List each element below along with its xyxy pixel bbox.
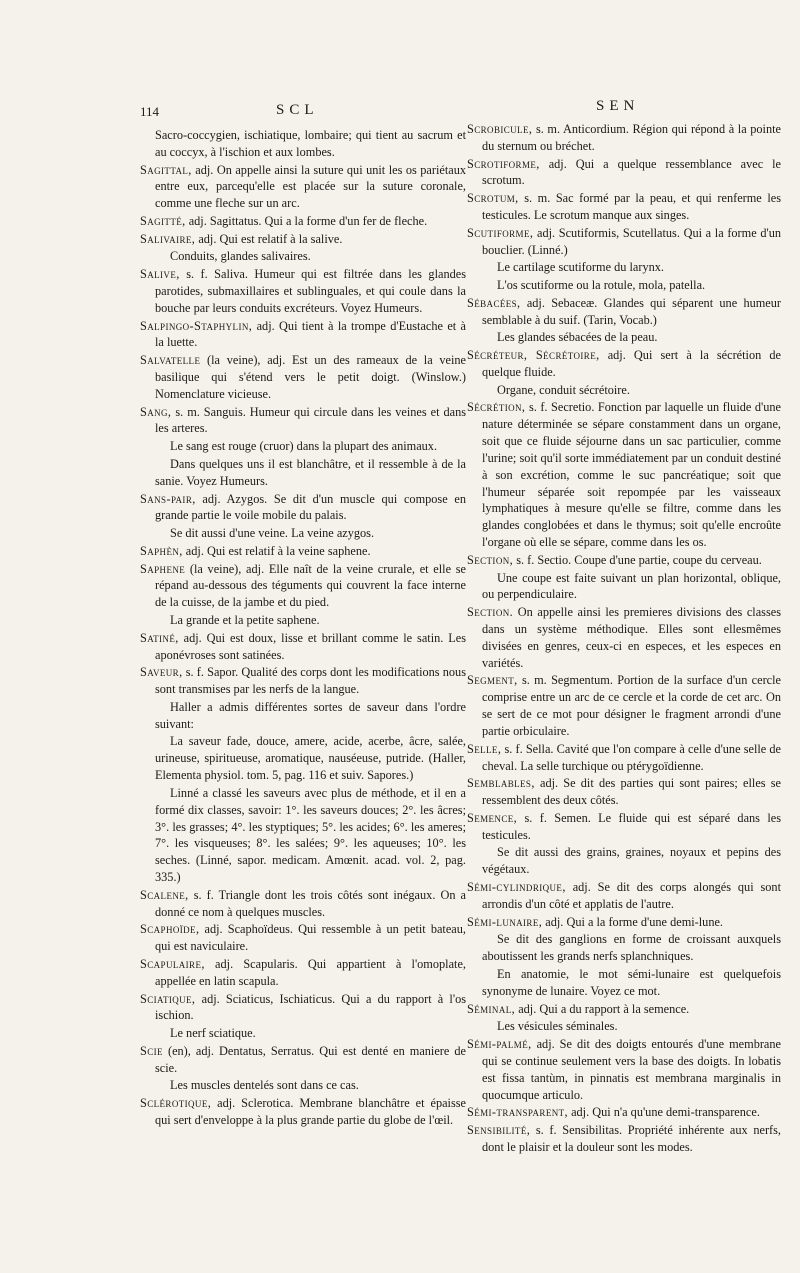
entry-text: L'os scutiforme ou la rotule, mola, patella.: [497, 278, 706, 293]
entry-text: En anatomie, le mot sémi-lunaire est quelquefois synonyme de lunaire. Voyez ce mot.: [482, 966, 781, 998]
entry-paragraph: [467, 570, 781, 604]
dictionary-entry: [467, 225, 781, 259]
dictionary-entry: [467, 347, 781, 381]
entry-text: s. f. Triangle dont les trois côtés sont inégaux. On a donné ce nom à quelques muscles.: [155, 887, 467, 919]
dictionary-entry: [140, 404, 466, 438]
entry-text: adj. Sclerotica. Membrane blanchâtre et épaisse qui sert d'enveloppe à la plus grande partie du globe de l'œil.: [155, 1096, 466, 1128]
entry-paragraph: [140, 525, 466, 542]
entry-headword: Scaphoïde,: [140, 922, 200, 937]
entry-paragraph: [467, 277, 781, 294]
entry-text: s. m. Sanguis. Humeur qui circule dans les veines et dans les arteres.: [155, 404, 467, 436]
entry-headword: Section,: [467, 552, 514, 567]
entry-text: Le sang est rouge (cruor) dans la plupart des animaux.: [170, 439, 438, 454]
dictionary-entry: [467, 810, 781, 844]
entry-text: adj. Sciaticus, Ischiaticus. Qui a du rapport à l'os ischion.: [155, 991, 466, 1023]
entry-headword: Semblables,: [467, 776, 535, 791]
entry-headword: Sémi-palmé,: [467, 1036, 532, 1051]
dictionary-entry: [467, 552, 781, 569]
dictionary-entry: [467, 121, 781, 155]
entry-headword: Scalene,: [140, 887, 189, 902]
entry-text: s. m. Segmentum. Portion de la surface d'un cercle comprise entre un arc de ce cercle et la corde de cet arc. On se sert de ce mot pour désigner le fragment arrondi d'une partie orbiculaire.: [482, 673, 782, 738]
entry-headword: Salpingo-Staphylin,: [140, 318, 253, 333]
dictionary-entry: [467, 399, 781, 551]
dictionary-entry: [467, 914, 781, 931]
dictionary-entry: [140, 561, 466, 612]
entry-text: Sacro-coccygien, ischiatique, lombaire; qui tient au sacrum et au coccyx, à l'ischion et aux lombes.: [155, 128, 466, 159]
entry-text: adj. Qui tient à la trompe d'Eustache et à la luette.: [155, 318, 466, 350]
page-number: 114: [140, 104, 160, 119]
entry-headword: Sagitté,: [140, 214, 186, 228]
entry-headword: Section.: [467, 605, 514, 620]
entry-paragraph: [140, 456, 466, 490]
entry-headword: Scie: [140, 1043, 163, 1058]
entry-text: adj. Qui est relatif à la veine saphene.: [185, 543, 371, 558]
entry-headword: Saveur,: [140, 665, 183, 680]
entry-headword: Sang,: [140, 404, 172, 419]
entry-text: adj. Scapularis. Qui appartient à l'omoplate, appellée en latin scapula.: [155, 956, 466, 988]
entry-paragraph: [140, 248, 466, 265]
dictionary-entry: [467, 1122, 781, 1156]
entry-text: adj. Sebaceæ. Glandes qui séparent une humeur semblable à du suif. (Tarin, Vocab.): [482, 295, 782, 327]
entry-text: Se dit aussi d'une veine. La veine azygos.: [170, 526, 375, 541]
entry-headword: Selle,: [467, 741, 502, 756]
entry-headword: Scrotum,: [467, 191, 519, 206]
entry-text: adj. Se dit des doigts entourés d'une membrane qui se continue seulement vers la base des doigts. In lobatis est fissa tantùm, in pinnatis est membrana marginalis in quocumque articulo.: [482, 1036, 782, 1102]
entry-text: Le nerf sciatique.: [170, 1026, 256, 1041]
entry-headword: Saphèn,: [140, 543, 183, 558]
entry-text: adj. Azygos. Se dit d'un muscle qui compose en grande partie le voile mobile du palais.: [155, 491, 466, 523]
entry-headword: Scrobicule,: [467, 122, 533, 136]
entry-text: On appelle ainsi les premieres divisions des classes dans un système méthodique. Elles sont ellesmêmes divisées en genres, ceux-ci en especes, et les especes en variétés.: [482, 605, 782, 670]
entry-text: s. f. Secretio. Fonction par laquelle un fluide d'une nature déterminée se sépare constamment dans un organe, soit que ce fluide séjourne dans un sac particulier, comme l'urine; soit qu'il sorte immédiatement par un conduit destiné à son excrétion, comme le suc pancréatique; soit que l'humeur séparée soit repompée par les vaisseaux lymphatiques à mesure qu'elle se filtre, comme dans les glandes conglobées et dans le thymus; soit qu'elle encroûte l'organe où elle se sépare, comme dans les os.: [482, 400, 781, 550]
dictionary-entry: [467, 156, 781, 190]
dictionary-entry: [140, 956, 466, 990]
dictionary-entry: [140, 630, 466, 664]
entry-text: adj. On appelle ainsi la suture qui unit les os pariétaux entre eux, parcequ'elle est placée sur la suture coronale, comme une fleche sur un arc.: [155, 162, 466, 211]
entry-text: (la veine), adj. Elle naît de la veine crurale, et elle se répand au-dessous des téguments qui couvrent la face interne de la cuisse, de la jambe et du pied.: [155, 561, 466, 610]
dictionary-entry: [467, 190, 781, 224]
entry-headword: Salvatelle: [140, 353, 201, 368]
entry-text: adj. Scaphoïdeus. Qui ressemble à un petit bateau, qui est naviculaire.: [155, 922, 466, 954]
entry-headword: Scapulaire,: [140, 956, 205, 971]
entry-text: s. f. Sectio. Coupe d'une partie, coupe du cerveau.: [516, 552, 762, 567]
entry-text: Conduits, glandes salivaires.: [170, 249, 311, 264]
entry-text: Dans quelques uns il est blanchâtre, et il ressemble à de la sanie. Voyez Humeurs.: [155, 456, 466, 488]
entry-text: Haller a admis différentes sortes de saveur dans l'ordre suivant:: [155, 699, 466, 731]
right-column: [467, 121, 781, 1157]
entry-paragraph: [467, 259, 781, 276]
dictionary-entry: [140, 991, 466, 1025]
right-running-head: SEN: [596, 98, 640, 114]
entry-headword: Sémi-lunaire,: [467, 914, 543, 929]
entry-text: adj. Sagittatus. Qui a la forme d'un fer de fleche.: [188, 214, 428, 228]
dictionary-entry: [467, 672, 781, 739]
entry-headword: Scutiforme,: [467, 225, 534, 240]
entry-paragraph: [467, 931, 781, 965]
entry-text: s. f. Semen. Le fluide qui est séparé dans les testicules.: [482, 810, 781, 842]
entry-headword: Semence,: [467, 810, 518, 825]
entry-paragraph: [140, 733, 466, 784]
entry-headword: Sécrétion,: [467, 400, 526, 415]
dictionary-entry: [140, 664, 466, 698]
entry-headword: Sémi-transparent,: [467, 1105, 568, 1120]
entry-text: La saveur fade, douce, amere, acide, acerbe, âcre, salée, urineuse, spiritueuse, aromatique, nauséeuse, putride. (Haller, Elementa physiol. tom. 5, pag. 116 et suiv. Sapores.): [155, 734, 466, 783]
entry-text: adj. Se dit des corps alongés qui sont arrondis d'un côté et applatis de l'autre.: [482, 880, 781, 911]
entry-text: Se dit aussi des grains, graines, noyaux et pepins des végétaux.: [482, 845, 781, 877]
entry-paragraph: [140, 127, 466, 161]
entry-headword: Saphene: [140, 561, 186, 576]
entry-headword: Sciatique,: [140, 991, 196, 1006]
dictionary-entry: [467, 741, 781, 775]
dictionary-entry: [140, 162, 466, 213]
entry-paragraph: [140, 1077, 466, 1094]
entry-headword: Sclérotique,: [140, 1096, 212, 1111]
dictionary-entry: [140, 266, 466, 317]
entry-text: adj. Qui est relatif à la salive.: [198, 231, 343, 246]
entry-headword: Sagittal,: [140, 162, 192, 177]
entry-headword: Sans-pair,: [140, 491, 196, 506]
dictionary-entry: [140, 213, 466, 230]
entry-paragraph: [140, 785, 466, 886]
entry-text: (la veine), adj. Est un des rameaux de la veine basilique qui s'étend vers le petit doigt. (Winslow.) Nomenclature vicieuse.: [155, 353, 466, 401]
dictionary-entry: [140, 1043, 466, 1077]
dictionary-entry: [140, 491, 466, 525]
entry-paragraph: [140, 612, 466, 629]
entry-headword: Sémi-cylindrique,: [467, 880, 566, 895]
entry-paragraph: [140, 699, 466, 733]
entry-text: adj. Qui sert à la sécrétion de quelque fluide.: [482, 348, 781, 379]
left-running-head: SCL: [276, 102, 319, 118]
page-header: [0, 98, 800, 120]
entry-paragraph: [467, 329, 781, 346]
entry-text: (en), adj. Dentatus, Serratus. Qui est denté en maniere de scie.: [155, 1043, 466, 1075]
entry-text: adj. Qui a la forme d'une demi-lune.: [545, 914, 724, 929]
dictionary-entry: [467, 879, 781, 913]
entry-text: s. f. Saliva. Humeur qui est filtrée dans les glandes parotides, submaxillaires et sublinguales, et qui coule dans la bouche par leurs conduits excréteurs. Voyez Humeurs.: [155, 267, 466, 315]
dictionary-entry: [140, 887, 466, 921]
dictionary-entry: [140, 318, 466, 352]
dictionary-entry: [140, 1095, 466, 1129]
entry-text: adj. Scutiformis, Scutellatus. Qui a la forme d'un bouclier. (Linné.): [482, 225, 781, 257]
entry-text: adj. Qui n'a qu'une demi-transparence.: [571, 1105, 760, 1120]
dictionary-entry: [467, 1001, 781, 1018]
entry-text: Une coupe est faite suivant un plan horizontal, oblique, ou perpendiculaire.: [482, 570, 781, 602]
dictionary-entry: [467, 775, 781, 809]
entry-text: s. f. Sensibilitas. Propriété inhérente aux nerfs, dont le plaisir et la douleur sont les modes.: [482, 1122, 781, 1154]
entry-paragraph: [140, 438, 466, 455]
entry-headword: Sébacées,: [467, 295, 521, 310]
entry-headword: Salivaire,: [140, 231, 196, 246]
entry-text: Le cartilage scutiforme du larynx.: [497, 260, 664, 275]
entry-headword: Sensibilité,: [467, 1122, 531, 1137]
entry-headword: Segment,: [467, 673, 518, 688]
entry-text: s. f. Sapor. Qualité des corps dont les modifications nous sont transmises par les nerfs de la langue.: [155, 665, 466, 697]
entry-headword: Scrotiforme,: [467, 156, 540, 171]
entry-paragraph: [467, 382, 781, 399]
entry-headword: Satiné,: [140, 630, 179, 645]
entry-text: adj. Se dit des parties qui sont paires; elles se ressemblent des deux côtés.: [482, 776, 781, 808]
entry-text: s. m. Sac formé par la peau, et qui renferme les testicules. Le scrotum manque aux singes.: [482, 191, 781, 222]
entry-text: adj. Qui a quelque ressemblance avec le scrotum.: [482, 156, 781, 188]
dictionary-entry: [467, 295, 781, 329]
entry-text: Organe, conduit sécrétoire.: [497, 382, 630, 397]
entry-text: Les muscles dentelés sont dans ce cas.: [170, 1078, 359, 1093]
entry-headword: Séminal,: [467, 1001, 516, 1016]
entry-headword: Sécréteur, Sécrétoire,: [467, 348, 600, 363]
entry-text: s. m. Anticordium. Région qui répond à la pointe du sternum ou bréchet.: [482, 122, 781, 153]
entry-text: adj. Qui est doux, lisse et brillant comme le satin. Les aponévroses sont satinées.: [155, 630, 466, 662]
entry-paragraph: [467, 1018, 781, 1035]
dictionary-entry: [140, 231, 466, 248]
entry-text: Linné a classé les saveurs avec plus de méthode, et il en a formé dix classes, savoir: 1°. les saveurs douces; 2°. les âcres; 3°. les grasses; 4°. les styptiques; 5°. les acides; 6°. les ameres; 7°. les visqueuses; 8°. les salées; 9°. les aqueuses; 10°. les seches. (Linné, sapor. medicam. Amœnit. acad. vol. 2, pag. 335.): [155, 785, 466, 885]
entry-text: Se dit des ganglions en forme de croissant auxquels aboutissent les grands nerfs splanchniques.: [482, 932, 781, 964]
dictionary-entry: [140, 352, 466, 403]
entry-text: Les glandes sébacées de la peau.: [497, 330, 658, 345]
dictionary-entry: [467, 1104, 781, 1121]
entry-paragraph: [467, 966, 781, 1000]
dictionary-entry: [467, 1036, 781, 1103]
entry-text: s. f. Sella. Cavité que l'on compare à celle d'une selle de cheval. La selle turchique ou ptérygoïdienne.: [482, 741, 782, 773]
entry-paragraph: [467, 844, 781, 878]
dictionary-entry: [467, 604, 781, 671]
entry-headword: Salive,: [140, 267, 180, 282]
entry-paragraph: [140, 1025, 466, 1042]
left-column: [140, 127, 466, 1130]
dictionary-entry: [140, 921, 466, 955]
entry-text: Les vésicules séminales.: [497, 1019, 618, 1034]
dictionary-entry: [140, 543, 466, 560]
entry-text: adj. Qui a du rapport à la semence.: [518, 1001, 690, 1016]
entry-text: La grande et la petite saphene.: [170, 612, 320, 627]
